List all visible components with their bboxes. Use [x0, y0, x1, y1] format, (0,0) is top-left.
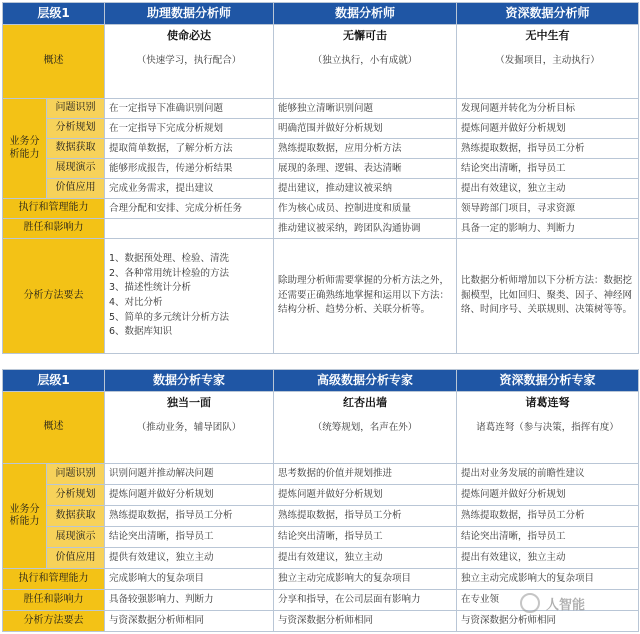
- overview-note: （发掘项目，主动执行）: [495, 54, 600, 66]
- table-cell: 提取简单数据，了解分析方法: [105, 139, 274, 159]
- overview-note: （独立执行，小有成就）: [312, 54, 418, 66]
- table-row: [3, 611, 639, 632]
- requirements-row: [3, 239, 639, 354]
- list-item: 2、各种常用统计检验的方法: [109, 267, 230, 279]
- table-row: [3, 159, 639, 179]
- table-cell: 熟练提取数据，应用分析方法: [274, 139, 457, 159]
- overview-note: （统筹规划，名声在外）: [312, 421, 418, 433]
- overview-cell: [457, 25, 639, 99]
- overview-cell: [457, 392, 639, 464]
- table-cell: 分享和指导，在公司层面有影响力: [274, 590, 457, 611]
- table-cell: 熟练提取数据，指导员工分析: [457, 506, 639, 527]
- table-row: [3, 219, 639, 239]
- table-cell: 展现的条理、逻辑、表达清晰: [274, 159, 457, 179]
- table-row: [3, 569, 639, 590]
- table-cell: 提炼问题并做好分析规划: [457, 485, 639, 506]
- table-cell: 提出有效建议，独立主动: [274, 548, 457, 569]
- table-cell: 提炼问题并做好分析规划: [457, 119, 639, 139]
- row-label: 问题识别: [47, 464, 105, 485]
- table-row: [3, 119, 639, 139]
- header-row: [3, 3, 639, 25]
- overview-title: 使命必达: [167, 29, 212, 42]
- table-cell: 思考数据的价值并规划推进: [274, 464, 457, 485]
- table-cell: 完成业务需求，提出建议: [105, 179, 274, 199]
- table-cell: 与资深数据分析师相同: [457, 611, 639, 632]
- list-item: 1、数据预处理、检验、清洗: [109, 252, 230, 264]
- table-cell: 推动建议被采纳，跨团队沟通协调: [274, 219, 457, 239]
- overview-label: 概述: [3, 392, 105, 464]
- row-label: 展现演示: [47, 159, 105, 179]
- row-label: 价值应用: [47, 548, 105, 569]
- table-cell: 提出有效建议，独立主动: [457, 179, 639, 199]
- list-item: 6、数据库知识: [109, 326, 173, 338]
- table-cell: 熟练提取数据，指导员工分析: [457, 139, 639, 159]
- table-row: [3, 506, 639, 527]
- table-cell: 结论突出清晰，指导员工: [105, 527, 274, 548]
- group-label: 业务分析能力: [3, 464, 47, 569]
- table-row: [3, 99, 639, 119]
- table-cell: 结论突出清晰，指导员工: [274, 527, 457, 548]
- requirements-label: 分析方法要去: [3, 239, 105, 354]
- row-label: 胜任和影响力: [3, 219, 105, 239]
- table-cell: 提炼问题并做好分析规划: [274, 485, 457, 506]
- competency-table-1: [2, 2, 639, 354]
- table-cell: 提出建议，推动建议被采纳: [274, 179, 457, 199]
- table-row: [3, 548, 639, 569]
- row-label: 数据获取: [47, 506, 105, 527]
- table-row: [3, 464, 639, 485]
- table-row: [3, 485, 639, 506]
- overview-title: 无懈可击: [343, 29, 388, 42]
- overview-title: 独当一面: [167, 396, 212, 409]
- table-cell: 在专业领: [457, 590, 639, 611]
- table-cell: 合理分配和安排、完成分析任务: [105, 199, 274, 219]
- table-cell: 独立主动完成影响大的复杂项目: [457, 569, 639, 590]
- row-label: 分析方法要去: [3, 611, 105, 632]
- overview-title: 无中生有: [525, 29, 570, 42]
- overview-row: [3, 392, 639, 464]
- table-cell: 具备一定的影响力、判断力: [457, 219, 639, 239]
- header-level: 层级1: [3, 370, 105, 392]
- table-cell: 领导跨部门项目，寻求资源: [457, 199, 639, 219]
- row-label: 数据获取: [47, 139, 105, 159]
- row-label: 价值应用: [47, 179, 105, 199]
- requirements-cell: 比数据分析师增加以下分析方法：数据挖掘模型，比如回归、聚类、因子、神经网络、时间序号、关联规则、决策树等等。: [457, 239, 639, 354]
- table-cell: 熟练提取数据，指导员工分析: [274, 506, 457, 527]
- requirements-list: [109, 252, 269, 340]
- table-row: [3, 527, 639, 548]
- row-label: 问题识别: [47, 99, 105, 119]
- table-cell: 在一定指导下准确识别问题: [105, 99, 274, 119]
- header-row: [3, 370, 639, 392]
- overview-title: 红杏出墙: [343, 396, 388, 409]
- competency-table-2: [2, 369, 639, 632]
- row-label: 执行和管理能力: [3, 199, 105, 219]
- overview-note: （推动业务，辅导团队）: [136, 421, 242, 433]
- header-col-3: 资深数据分析师: [457, 3, 639, 25]
- watermark-text: 人智能: [546, 598, 586, 613]
- table-cell: 熟练提取数据，指导员工分析: [105, 506, 274, 527]
- table-cell: 独立主动完成影响大的复杂项目: [274, 569, 457, 590]
- list-item: 5、简单的多元统计分析方法: [109, 311, 230, 323]
- row-label: 展现演示: [47, 527, 105, 548]
- table-row: [3, 179, 639, 199]
- overview-note: 诸葛连弩（参与决策，指挥有度）: [476, 421, 619, 433]
- table-row: [3, 199, 639, 219]
- list-item: 3、描述性统计分析: [109, 282, 192, 294]
- overview-cell: [105, 25, 274, 99]
- row-label: 分析规划: [47, 119, 105, 139]
- header-col-1: 数据分析专家: [105, 370, 274, 392]
- table-cell: [105, 219, 274, 239]
- table-cell: 提出对业务发展的前瞻性建议: [457, 464, 639, 485]
- header-col-3: 资深数据分析专家: [457, 370, 639, 392]
- overview-row: [3, 25, 639, 99]
- overview-label: 概述: [3, 25, 105, 99]
- requirements-cell: [105, 239, 274, 354]
- header-col-2: 高级数据分析专家: [274, 370, 457, 392]
- table-cell: 提出有效建议，独立主动: [457, 548, 639, 569]
- row-label: 胜任和影响力: [3, 590, 105, 611]
- group-label: 业务分析能力: [3, 99, 47, 199]
- table-cell: 与资深数据分析师相同: [105, 611, 274, 632]
- row-label: 执行和管理能力: [3, 569, 105, 590]
- header-col-2: 数据分析师: [274, 3, 457, 25]
- table-cell: 具备较强影响力、判断力: [105, 590, 274, 611]
- table-cell: 结论突出清晰，指导员工: [457, 159, 639, 179]
- table-cell: 结论突出清晰，指导员工: [457, 527, 639, 548]
- table-row: [3, 590, 639, 611]
- overview-cell: [274, 392, 457, 464]
- table-cell: 作为核心成员、控制进度和质量: [274, 199, 457, 219]
- overview-cell: [105, 392, 274, 464]
- table-row: [3, 139, 639, 159]
- table-cell: 在一定指导下完成分析规划: [105, 119, 274, 139]
- header-col-1: 助理数据分析师: [105, 3, 274, 25]
- overview-cell: [274, 25, 457, 99]
- overview-note: （快速学习，执行配合）: [136, 54, 242, 66]
- table-cell: 能够形成报告，传递分析结果: [105, 159, 274, 179]
- list-item: 4、对比分析: [109, 297, 163, 308]
- table-cell: 提供有效建议，独立主动: [105, 548, 274, 569]
- header-level: 层级1: [3, 3, 105, 25]
- table-cell: 识别问题并推动解决问题: [105, 464, 274, 485]
- table-cell: 完成影响大的复杂项目: [105, 569, 274, 590]
- table-cell: 明确范围并做好分析规划: [274, 119, 457, 139]
- table-cell: 与资深数据分析师相同: [274, 611, 457, 632]
- table-cell: 提炼问题并做好分析规划: [105, 485, 274, 506]
- row-label: 分析规划: [47, 485, 105, 506]
- overview-title: 诸葛连弩: [525, 396, 570, 409]
- table-cell: 能够独立清晰识别问题: [274, 99, 457, 119]
- requirements-cell: 除助理分析师需要掌握的分析方法之外，还需要正确熟练地掌握和运用以下方法：结构分析、趋势分析、关联分析等。: [274, 239, 457, 354]
- table-cell: 发现问题并转化为分析目标: [457, 99, 639, 119]
